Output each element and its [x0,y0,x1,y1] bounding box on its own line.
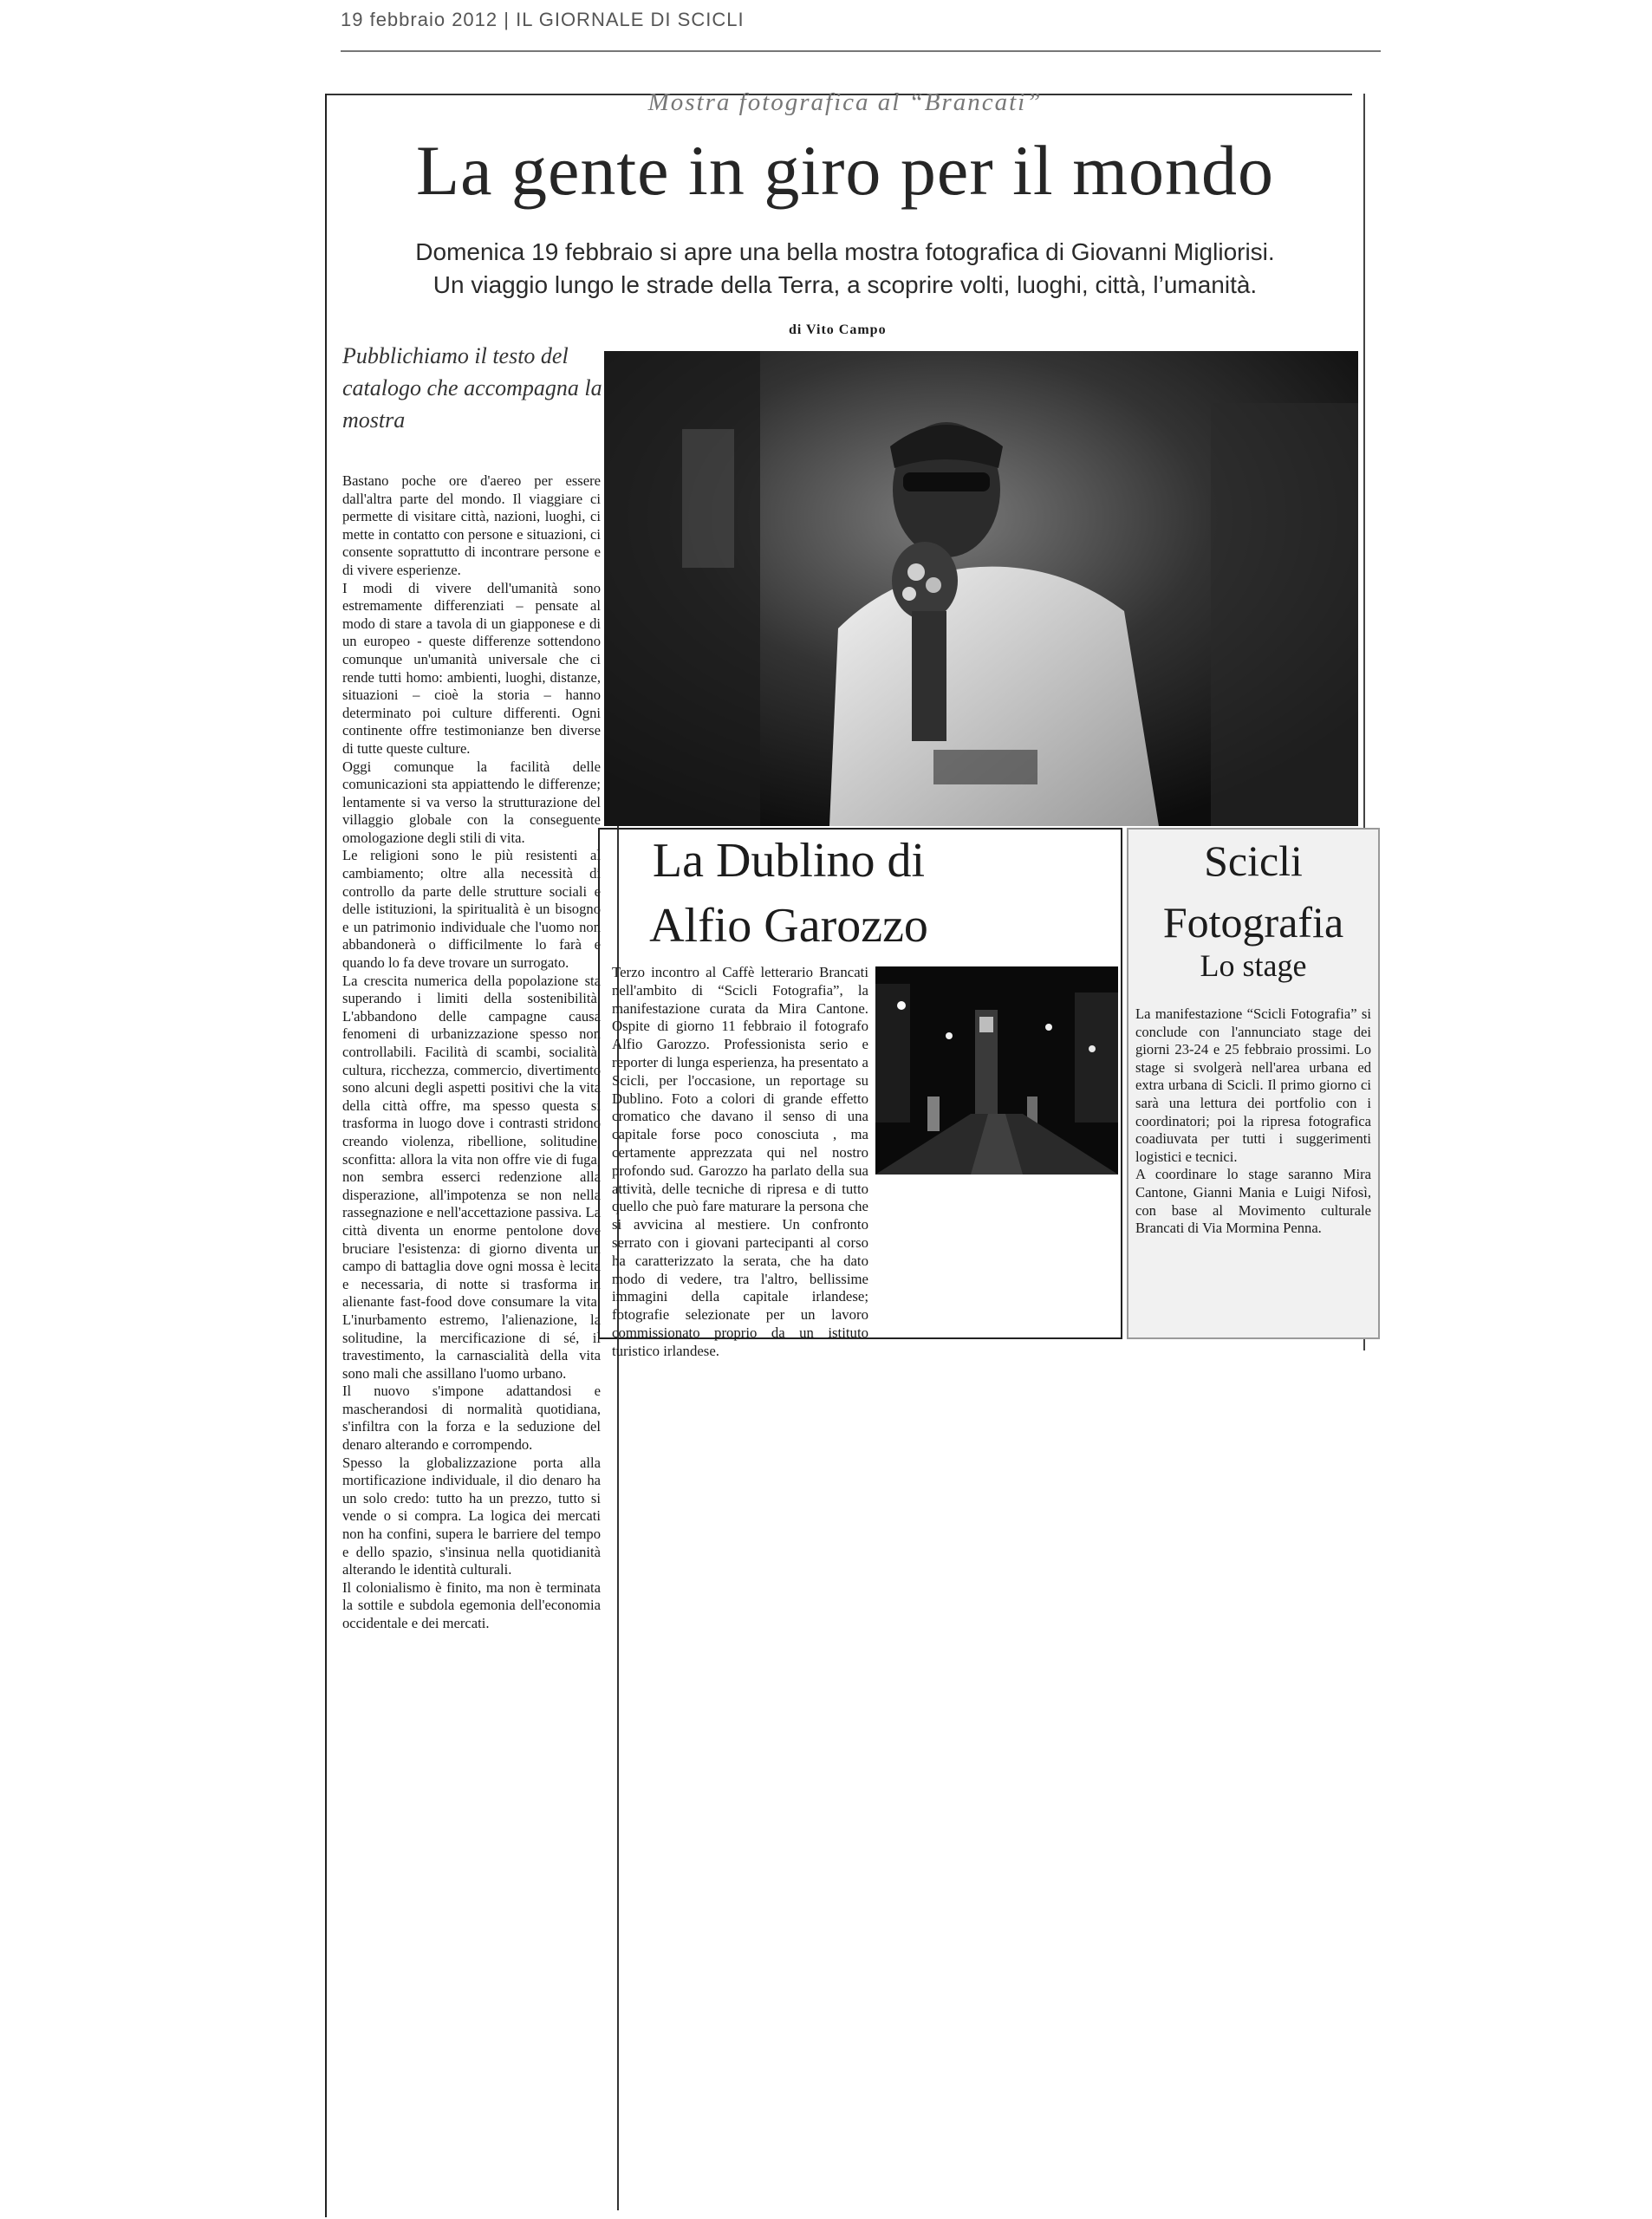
article-kicker: Mostra fotografica al “Brancati” [647,88,1043,116]
dublin-night-photo [875,966,1118,1175]
scicli-title-line2: Fotografia [1162,898,1344,947]
paragraph: Spesso la globalizzazione porta alla mortificazione individuale, il dio denaro ha un solo credo: tutto ha un prezzo, tutto si vende o si compra. La logica dei mercati non ha confini, supera le barriere del tempo e dello spazio, s'insinua nella quotidianità alterando le identità culturali. [342,1454,601,1578]
paragraph: Le religioni sono le più resistenti al cambiamento; oltre alla necessità di controllo da parte delle strutture sociali e delle istituzioni, la spiritualità è un bisogno e un patrimonio individuale che l'uomo non abbandonerà o difficilmente lo farà e quando lo fa deve trovare un surrogato. [342,847,601,972]
scicli-paragraph-2: A coordinare lo stage saranno Mira Cantone, Gianni Mania e Luigi Nifosì, con base al Movimento culturale Brancati di Via Mormina Penna. [1135,1166,1371,1237]
main-text-column [342,472,601,1633]
scicli-title-line1: Scicli [1204,836,1303,885]
article-byline: di Vito Campo [789,322,887,337]
paragraph: Oggi comunque la facilità delle comunicazioni sta appiattendo le differenze; lentamente si va verso la strutturazione del villaggio globale con la conseguente omologazione degli stili di vita. [342,758,601,846]
dublin-street-illustration [875,966,1118,1175]
dublino-body: Terzo incontro al Caffè letterario Brancati nell'ambito di “Scicli Fotografia”, la manifestazione curata da Mira Cantone. Ospite di giorno 11 febbraio il fotografo Alfio Garozzo. Professionista serio e reporter di lunga esperienza, ha presentato a Scicli, per l'occasione, un reportage su Dublino. Foto a colori di grande effetto cromatico che davano il senso di una capitale forse poco conosciuta , ma certamente apprezzata qui nel nostro profondo sud. Garozzo ha parlato della sua attività, delle tecniche di ripresa e di tutto quello che può fare maturare la persona che si avvicina al mestiere. Un confronto serrato con i giovani partecipanti al corso ha caratterizzato la serata, che ha dato modo di vedere, tra l'altro, bellissime immagini della capitale irlandese; fotografie selezionate per un lavoro commissionato proprio da un istituto turistico irlandese. [612,964,868,1359]
header-rule [341,50,1381,52]
article-subhead-line1: Domenica 19 febbraio si apre una bella mostra fotografica di Giovanni Migliorisi. [415,238,1275,265]
main-photo-portrait [604,351,1358,826]
paragraph: Il nuovo s'impone adattandosi e mascherandosi di normalità quotidiana, s'infiltra con la forza e la seduzione del denaro alterando e corrompendo. [342,1383,601,1454]
paragraph: I modi di vivere dell'umanità sono estremamente differenziati – pensate al modo di stare a tavola di un giapponese e di un europeo - queste differenze sottendono comunque un'umanità universale che ci rende tutti homo: ambienti, luoghi, distanze, situazioni – cioè la storia – hanno determinato poi culture differenti. Ogni continente offre testimonianze ben diverse di tutte queste culture. [342,579,601,757]
paragraph: Bastano poche ore d'aereo per essere dall'altra parte del mondo. Il viaggiare ci permette di visitare città, nazioni, luoghi, ci mette in contatto con persone e situazioni, ci consente soprattutto di incontrare persone e di vivere esperienze. [342,472,601,578]
dublino-body-top [612,964,868,1361]
portrait-illustration [604,351,1358,826]
paragraph: La crescita numerica della popolazione sta superando i limiti della sostenibilità. L'abbandono delle campagne causa fenomeni di urbanizzazione spesso non controllabili. Facilità di scambi, socialità, cultura, ricchezza, commercio, divertimento sono alcuni degli aspetti positivi che la vita della città offre, ma spesso questa si trasforma in luogo dove i contrasti stridono creando violenza, ribellione, solitudine, sconfitta: allora la vita non offre vie di fuga, non sembra esserci redenzione alla disperazione, all'impotenza se non nella rassegnazione e nell'accettazione passiva. La città diventa un enorme pentolone dove bruciare l'esistenza: di giorno diventa un campo di battaglia dove ogni mossa è lecita e necessaria, di notte si trasforma in alienante fast-food dove consumare la vita. L'inurbamento estremo, l'alienazione, la solitudine, la mercificazione di sé, il travestimento, la carnascialità della vita sono mali che assillano l'uomo urbano. [342,972,601,1382]
scicli-paragraph-1: La manifestazione “Scicli Fotografia” si conclude con l'annunciato stage dei giorni 23-24 e 25 febbraio prossimi. Lo stage si svolgerà nell'area urbana ed extra urbana di Scicli. Il primo giorno ci sarà una lettura dei portfolio con i coordinatori; poi la ripresa fotografica coadiuvata per tutti i suggerimenti logistici e tecnici. [1135,1005,1371,1165]
paragraph: Il colonialismo è finito, ma non è terminata la sottile e subdola egemonia dell'economia occidentale e dei mercati. [342,1578,601,1631]
dublino-title-line1: La Dublino di [652,834,926,888]
article-headline: La gente in giro per il mondo [416,131,1274,210]
scicli-body [1135,1005,1371,1238]
article-frame-left [325,94,327,2217]
dublino-title-line2: Alfio Garozzo [649,899,928,953]
scicli-subtitle: Lo stage [1200,948,1307,983]
article-subhead-line2: Un viaggio lungo le strade della Terra, a scoprire volti, luoghi, città, l’umanità. [433,271,1258,298]
page-header: 19 febbraio 2012 | IL GIORNALE DI SCICLI [341,9,745,30]
article-intro: Pubblichiamo il testo del catalogo che accompagna la mostra [342,343,602,433]
